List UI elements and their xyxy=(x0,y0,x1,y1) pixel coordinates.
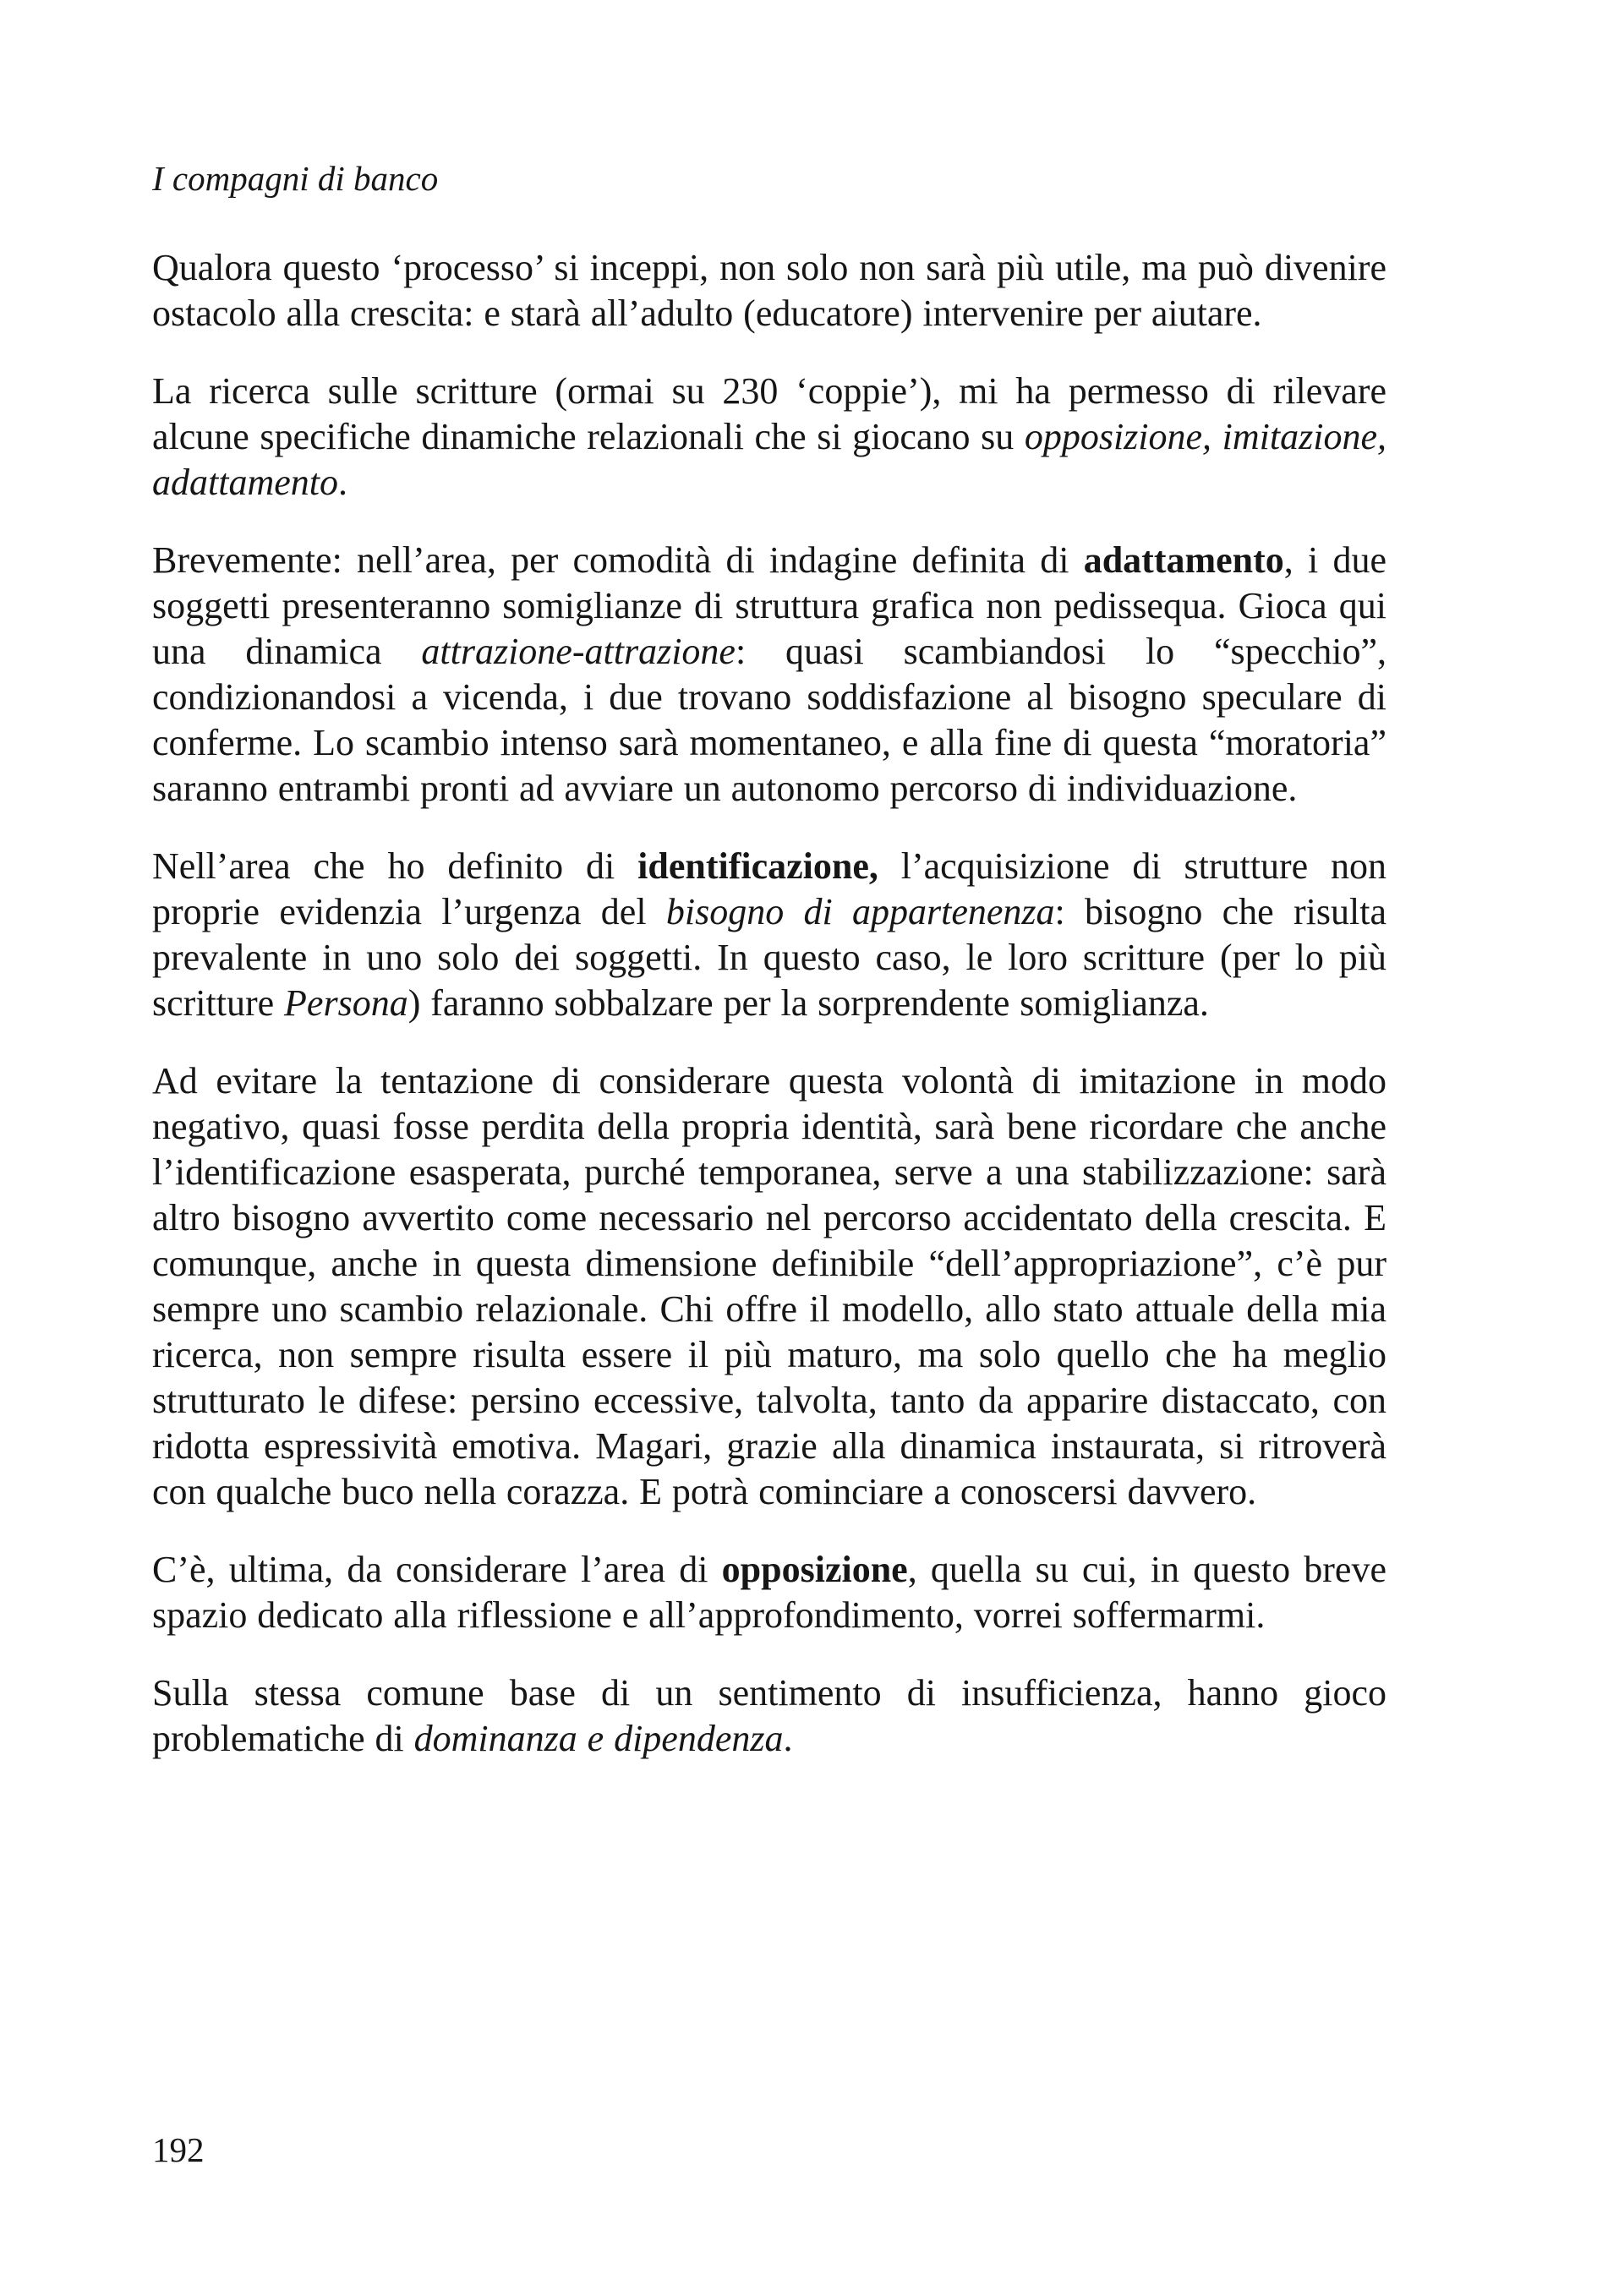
paragraph xyxy=(152,369,1386,506)
text-run: Persona xyxy=(284,982,408,1024)
text-run: attrazione-attrazione xyxy=(421,631,736,672)
text-run: Sulla stessa comune base di un sentimento di insufficienza, hanno gioco problematiche di xyxy=(152,1672,1386,1759)
text-run: C’è, ultima, da considerare l’area di xyxy=(152,1549,722,1590)
text-run: opposizione, imitazione, adattamento xyxy=(152,416,1386,503)
text-run: Nell’area che ho definito di xyxy=(152,845,638,887)
page-body xyxy=(152,245,1386,1794)
paragraph xyxy=(152,538,1386,812)
text-run: dominanza e dipendenza xyxy=(413,1718,784,1759)
text-run: bisogno di appartenenza xyxy=(665,891,1055,932)
paragraph xyxy=(152,844,1386,1026)
text-run: : bisogno che risulta prevalente in uno solo dei soggetti. In questo caso, le loro scritture (per lo più scritture xyxy=(152,891,1386,1024)
text-run: . xyxy=(337,462,347,503)
page-number: 192 xyxy=(152,2130,205,2169)
text-run: opposizione xyxy=(721,1549,908,1590)
text-run: , quella su cui, in questo breve spazio dedicato alla riflessione e all’approfondimento, vorrei soffermarmi. xyxy=(152,1549,1386,1636)
text-run: Ad evitare la tentazione di considerare questa volontà di imitazione in modo negativo, quasi fosse perdita della propria identità, sarà bene ricordare che anche l’identificazione esasperata, purché temporanea, serve a una stabilizzazione: sarà altro bisogno avvertito come necessario nel percorso accidentato della crescita. E comunque, anche in questa dimensione definibile “dell’appropriazione”, c’è pur sempre uno scambio relazionale. Chi offre il modello, allo stato attuale della mia ricerca, non sempre risulta essere il più maturo, ma solo quello che ha meglio strutturato le difese: persino eccessive, talvolta, tanto da apparire distaccato, con ridotta espressività emotiva. Magari, grazie alla dinamica instaurata, si ritroverà con qualche buco nella corazza. E potrà cominciare a conoscersi davvero. xyxy=(152,1060,1386,1512)
text-run: adattamento xyxy=(1083,539,1284,581)
text-run: identificazione, xyxy=(637,845,878,887)
text-run: l’acquisizione di strutture non proprie evidenzia l’urgenza del xyxy=(152,845,1386,932)
paragraph xyxy=(152,1547,1386,1638)
text-run: Brevemente: nell’area, per comodità di indagine definita di xyxy=(152,539,1084,581)
paragraph xyxy=(152,1670,1386,1762)
text-run: , i due soggetti presenteranno somiglianze di struttura grafica non pedissequa. Gioca qui una dinamica xyxy=(152,539,1386,672)
running-header: I compagni di banco xyxy=(152,159,439,198)
text-run: La ricerca sulle scritture (ormai su 230 ‘coppie’), mi ha permesso di rilevare alcune specifiche dinamiche relazionali che si giocano su xyxy=(152,370,1386,457)
paragraph xyxy=(152,245,1386,336)
text-run: : quasi scambiandosi lo “specchio”, condizionandosi a vicenda, i due trovano soddisfazione al bisogno speculare di conferme. Lo scambio intenso sarà momentaneo, e alla fine di questa “moratoria” saranno entrambi pronti ad avviare un autonomo percorso di individuazione. xyxy=(152,631,1386,809)
text-run: ) faranno sobbalzare per la sorprendente somiglianza. xyxy=(407,982,1209,1024)
paragraph xyxy=(152,1058,1386,1515)
text-run: . xyxy=(783,1718,793,1759)
text-run: Qualora questo ‘processo’ si inceppi, non solo non sarà più utile, ma può divenire ostacolo alla crescita: e starà all’adulto (educatore) intervenire per aiutare. xyxy=(152,247,1386,334)
